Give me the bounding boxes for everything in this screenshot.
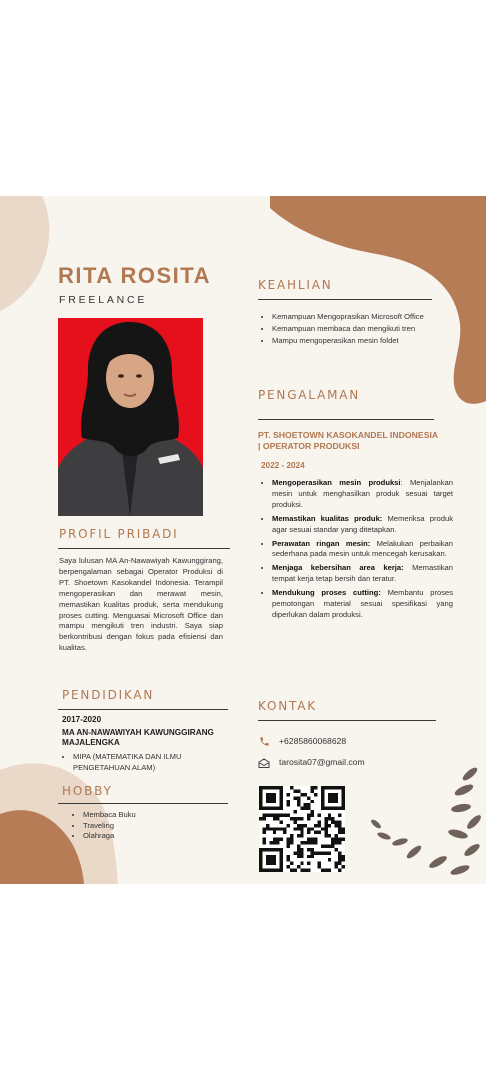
list-item xyxy=(272,588,453,621)
duty-desc: Memastikan tempat kerja tetap bersih dan teratur. xyxy=(272,563,453,584)
email-icon xyxy=(258,758,270,768)
list-item: • Olahraga xyxy=(83,831,203,842)
hobby-heading: HOBBY xyxy=(62,784,113,798)
education-year: 2017-2020 xyxy=(62,715,102,724)
experience-list xyxy=(261,478,453,624)
duty-desc: Membantu proses pemotongan material sesuai spesifikasi yang diperlukan dalam produksi. xyxy=(272,588,454,619)
duty-desc: Melakukan perbaikan sederhana pada mesin untuk mencegah kerusakan. xyxy=(272,538,453,559)
hobby-divider xyxy=(58,803,228,804)
profile-divider xyxy=(58,548,230,549)
list-item: • Kemampuan Mengoprasikan Microsoft Office xyxy=(272,312,442,323)
phone-icon xyxy=(259,736,270,747)
duty-title: Mendukung proses cutting: xyxy=(272,588,381,598)
full-name: RITA ROSITA xyxy=(58,263,211,288)
education-list xyxy=(62,752,233,775)
decor-blob-top-left xyxy=(0,196,60,316)
list-item: • Traveling xyxy=(83,821,203,832)
duty-desc: Menjalankan mesin untuk menghasilkan produk sesuai target produksi. xyxy=(272,478,454,509)
job-role: FREELANCE xyxy=(59,294,148,306)
hobby-list xyxy=(72,810,203,842)
education-school: MA AN-NAWAWIYAH KAWUNGGIRANG MAJALENGKA xyxy=(62,728,214,747)
duty-title: Perawatan ringan mesin: xyxy=(272,538,371,548)
profile-text: Saya lulusan MA An-Nawawiyah Kawunggirang, berpengalaman sebagai Operator Produksi di PT. Shoetown Kasokandel Indonesia. Terampil mengoperasikan dan merawat mesin, memastikan kualitas produk, serta mendukung proses cutting. Menguasai Microsoft Office dan mampu mengikuti tren industri. Saya siap berkontribusi dengan fokus pada efisiensi dan kualitas. xyxy=(59,556,223,653)
profile-photo xyxy=(58,318,203,516)
decor-leaves xyxy=(362,762,486,884)
skills-list xyxy=(261,312,442,348)
experience-divider xyxy=(258,419,434,420)
list-item: • Mampu mengoperasikan mesin foldet xyxy=(272,336,442,347)
education-divider xyxy=(58,709,228,710)
contact-divider xyxy=(258,720,436,721)
duty-desc: Memeriksa produk agar sesuai standar yang ditetapkan. xyxy=(272,513,453,534)
skills-heading: KEAHLIAN xyxy=(258,278,333,292)
qr-code[interactable] xyxy=(259,786,345,872)
contact-heading: KONTAK xyxy=(258,699,317,713)
list-item: • Membaca Buku xyxy=(83,810,203,821)
cv-page xyxy=(0,196,486,884)
list-item: • Mengoperasikan mesin produksi: Menjalankan mesin untuk menghasilkan produk sesuai target produksi. xyxy=(272,478,453,511)
duty-title: Mengoperasikan mesin produksi xyxy=(272,478,401,487)
duty-title: Menjaga kebersihan area kerja: xyxy=(272,563,404,573)
experience-company: PT. SHOETOWN KASOKANDEL INDONESIA | OPERATOR PRODUKSI xyxy=(258,430,438,451)
profile-heading: PROFIL PRIBADI xyxy=(59,527,179,541)
list-item xyxy=(272,514,453,536)
decor-blob-top-right xyxy=(270,196,486,411)
list-item xyxy=(272,539,453,561)
list-item xyxy=(272,563,453,585)
education-heading: PENDIDIKAN xyxy=(62,688,155,702)
duty-title: Memastikan kualitas produk: xyxy=(272,513,383,523)
phone-number[interactable]: +6285860068628 xyxy=(279,736,347,746)
experience-heading: PENGALAMAN xyxy=(258,388,361,402)
experience-period: 2022 - 2024 xyxy=(261,461,305,470)
skills-divider xyxy=(258,299,432,300)
list-item: • MIPA (MATEMATIKA DAN ILMU PENGETAHUAN ALAM) xyxy=(73,752,233,773)
list-item: • Kemampuan membaca dan mengikuti tren xyxy=(272,324,442,335)
email-address[interactable]: tarosita07@gmail.com xyxy=(279,757,365,767)
